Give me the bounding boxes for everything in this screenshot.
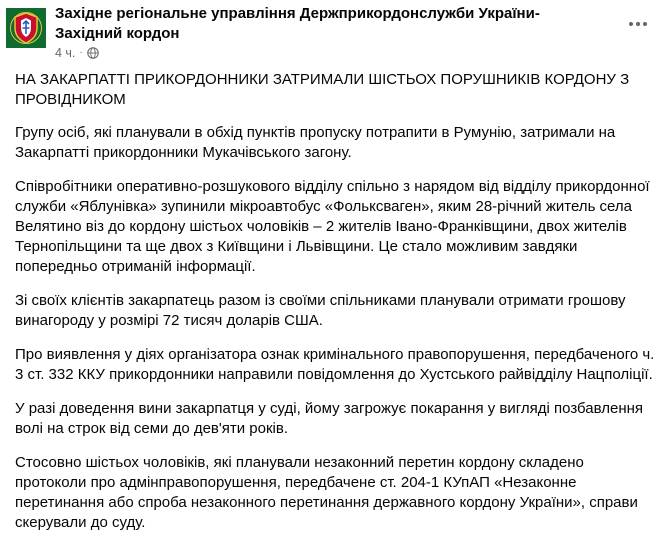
more-horizontal-icon xyxy=(629,22,633,26)
post-paragraph: Зі своїх клієнтів закарпатець разом із своїми спільниками планували отримати грошову винагороду у розмірі 72 тисяч доларів США. xyxy=(15,292,626,329)
globe-icon[interactable] xyxy=(87,47,99,59)
post-text xyxy=(15,70,657,547)
page-name-link[interactable]: Західне регіональне управління Держприкордонслужби України-Західний кордон xyxy=(55,5,540,42)
post-paragraph: Групу осіб, які планували в обхід пунктів пропуску потрапити в Румунію, затримали на Закарпатті прикордонники Мукачівського загону. xyxy=(15,124,616,161)
post-time[interactable]: 4 ч. xyxy=(55,46,76,60)
more-options-button[interactable] xyxy=(624,10,652,38)
post-headline: НА ЗАКАРПАТТІ ПРИКОРДОННИКИ ЗАТРИМАЛИ ШІСТЬОХ ПОРУШНИКІВ КОРДОНУ З ПРОВІДНИКОМ xyxy=(15,71,630,108)
post-paragraph: Співробітники оперативно-розшукового відділу спільно з нарядом від відділу прикордонної служби «Яблунівка» зупинили мікроавтобус «Фольксваген», яким 28-річний житель села Велятино віз до кордону шістьох чоловіків – 2 жителів Івано-Франківщини, двох жителів Тернопільщини та ще двох з Київщини і Львівщини. Це стало можливим завдяки попередньо отриманій інформації. xyxy=(15,178,650,275)
post-paragraph: Про виявлення у діях організатора ознак кримінального правопорушення, передбаченого ч. 3 ст. 332 ККУ прикордонники направили повідомлення до Хустського райвідділу Нацполіції. xyxy=(15,346,655,383)
post-paragraph: У разі доведення вини закарпатця у суді, йому загрожує покарання у вигляді позбавлення волі на строк від семи до дев'яти років. xyxy=(15,400,644,437)
post-meta xyxy=(55,45,99,61)
post-paragraph: Стосовно шістьох чоловіків, які планували незаконний перетин кордону складено протоколи про адмінправопорушення, передбачене ст. 204-1 КУпАП «Незаконне перетинання або спроба незаконного перетинання державного кордону України», справи скерували до суду. xyxy=(15,454,638,531)
avatar[interactable] xyxy=(6,8,46,48)
meta-separator: · xyxy=(79,47,83,58)
border-guard-emblem-icon xyxy=(6,8,46,48)
post-header xyxy=(0,0,664,66)
